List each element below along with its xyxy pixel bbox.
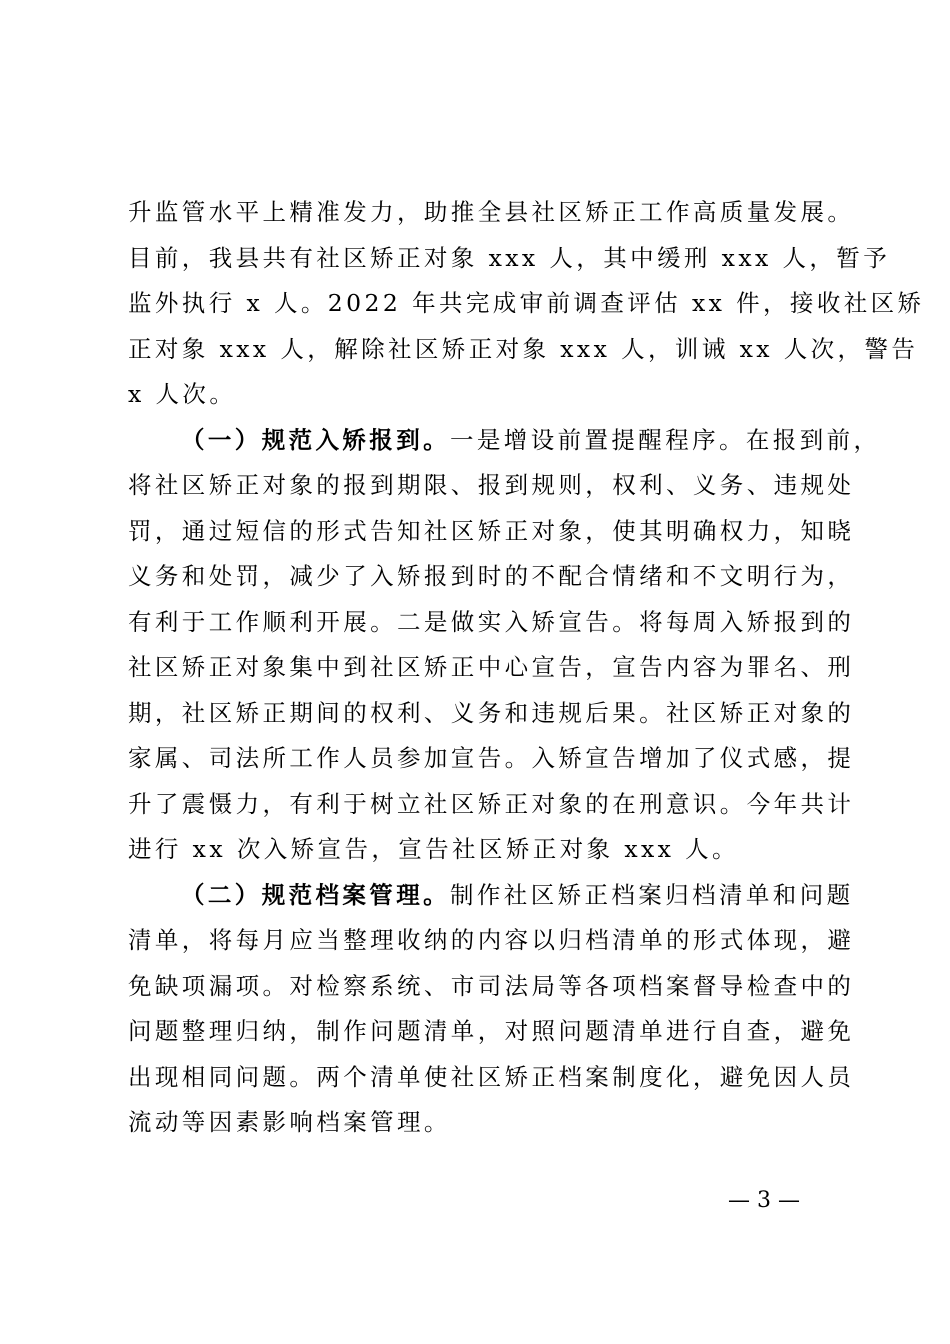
paragraph-1-line-5: x 人次。 [128,380,237,408]
paragraph-3-line-3: 免缺项漏项。对检察系统、市司法局等各项档案督导检查中的 [128,971,855,1000]
paragraph-1-line-4: 正对象 xxx 人，解除社区矫正对象 xxx 人，训诫 xx 人次，警告 [128,334,919,363]
paragraph-3-line-5: 出现相同问题。两个清单使社区矫正档案制度化，避免因人员 [128,1062,855,1091]
section-heading-1: （一）规范入矫报到。 [181,425,450,454]
paragraph-2-line-10: 进行 xx 次入矫宣告，宣告社区矫正对象 xxx 人。 [128,835,739,863]
paragraph-1-line-3: 监外执行 x 人。2022 年共完成审前调查评估 xx 件，接收社区矫 [128,289,925,317]
paragraph-2-line-9: 升了震慑力，有利于树立社区矫正对象的在刑意识。今年共计 [128,789,855,818]
paragraph-3-line-4: 问题整理归纳，制作问题清单，对照问题清单进行自查，避免 [128,1017,855,1045]
paragraph-2-line-3: 罚，通过短信的形式告知社区矫正对象，使其明确权力，知晓 [128,516,855,545]
paragraph-2-line-1 [128,418,881,464]
paragraph-2-line-4: 义务和处罚，减少了入矫报到时的不配合情绪和不文明行为， [128,562,855,590]
paragraph-2-line-7: 期，社区矫正期间的权利、义务和违规后果。社区矫正对象的 [128,698,855,727]
paragraph-2-line-8: 家属、司法所工作人员参加宣告。入矫宣告增加了仪式感，提 [128,744,855,772]
paragraph-2-first-line-text: 一是增设前置提醒程序。在报到前， [450,425,881,454]
paragraph-3-line-6: 流动等因素影响档案管理。 [128,1108,451,1136]
body-text [128,190,925,1146]
paragraph-2-line-6: 社区矫正对象集中到社区矫正中心宣告，宣告内容为罪名、刑 [128,653,855,681]
page-number: — 3 — [728,1188,800,1213]
paragraph-3-line-2: 清单，将每月应当整理收纳的内容以归档清单的形式体现，避 [128,926,855,954]
paragraph-1-line-2: 目前，我县共有社区矫正对象 xxx 人，其中缓刑 xxx 人，暂予 [128,243,891,272]
section-heading-2: （二）规范档案管理。 [181,880,450,909]
paragraph-1-line-1: 升监管水平上精准发力，助推全县社区矫正工作高质量发展。 [128,198,855,226]
paragraph-3-line-1 [128,873,854,919]
paragraph-2-line-5: 有利于工作顺利开展。二是做实入矫宣告。将每周入矫报到的 [128,607,855,636]
paragraph-3-first-line-text: 制作社区矫正档案归档清单和问题 [450,880,854,909]
paragraph-2-line-2: 将社区矫正对象的报到期限、报到规则，权利、义务、违规处 [128,471,855,499]
